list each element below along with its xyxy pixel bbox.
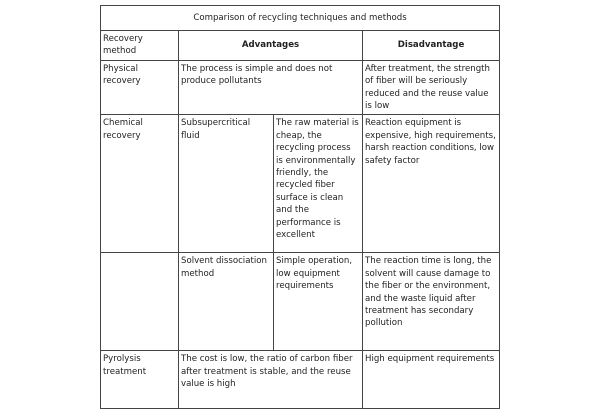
cell-pyrolysis-disadvantage: High equipment requirements <box>363 351 500 409</box>
table-title: Comparison of recycling techniques and methods <box>101 6 500 31</box>
cell-pyrolysis-method: Pyrolysis treatment <box>101 351 179 409</box>
header-recovery-method: Recovery method <box>101 31 179 61</box>
table-row-pyrolysis <box>101 351 500 409</box>
table-title-row <box>101 6 500 31</box>
cell-physical-method: Physical recovery <box>101 60 179 115</box>
header-advantages: Advantages <box>179 31 363 61</box>
cell-subsupercritical-name: Subsupercritical fluid <box>179 115 274 253</box>
table-header-row <box>101 31 500 61</box>
cell-physical-advantages: The process is simple and does not produce pollutants <box>179 60 363 115</box>
cell-physical-disadvantage: After treatment, the strength of fiber will be seriously reduced and the reuse value is low <box>363 60 500 115</box>
table-row-chemical-subsupercritical <box>101 115 500 253</box>
cell-solvent-name: Solvent dissociation method <box>179 253 274 351</box>
header-disadvantage: Disadvantage <box>363 31 500 61</box>
cell-subsupercritical-advantages: The raw material is cheap, the recycling process is environmentally friendly, the recycled fiber surface is clean and the performance is excellent <box>274 115 363 253</box>
cell-solvent-disadvantage: The reaction time is long, the solvent will cause damage to the fiber or the environment, and the waste liquid after treatment has secondary pollution <box>363 253 500 351</box>
cell-chemical-method: Chemical recovery <box>101 115 179 253</box>
cell-pyrolysis-advantages: The cost is low, the ratio of carbon fiber after treatment is stable, and the reuse value is high <box>179 351 363 409</box>
cell-solvent-advantages: Simple operation, low equipment requirements <box>274 253 363 351</box>
cell-subsupercritical-disadvantage: Reaction equipment is expensive, high requirements, harsh reaction conditions, low safety factor <box>363 115 500 253</box>
cell-chemical-method-continued <box>101 253 179 351</box>
comparison-table <box>100 5 500 409</box>
table-row-chemical-solvent <box>101 253 500 351</box>
table-row-physical <box>101 60 500 115</box>
comparison-table-container <box>100 5 499 395</box>
